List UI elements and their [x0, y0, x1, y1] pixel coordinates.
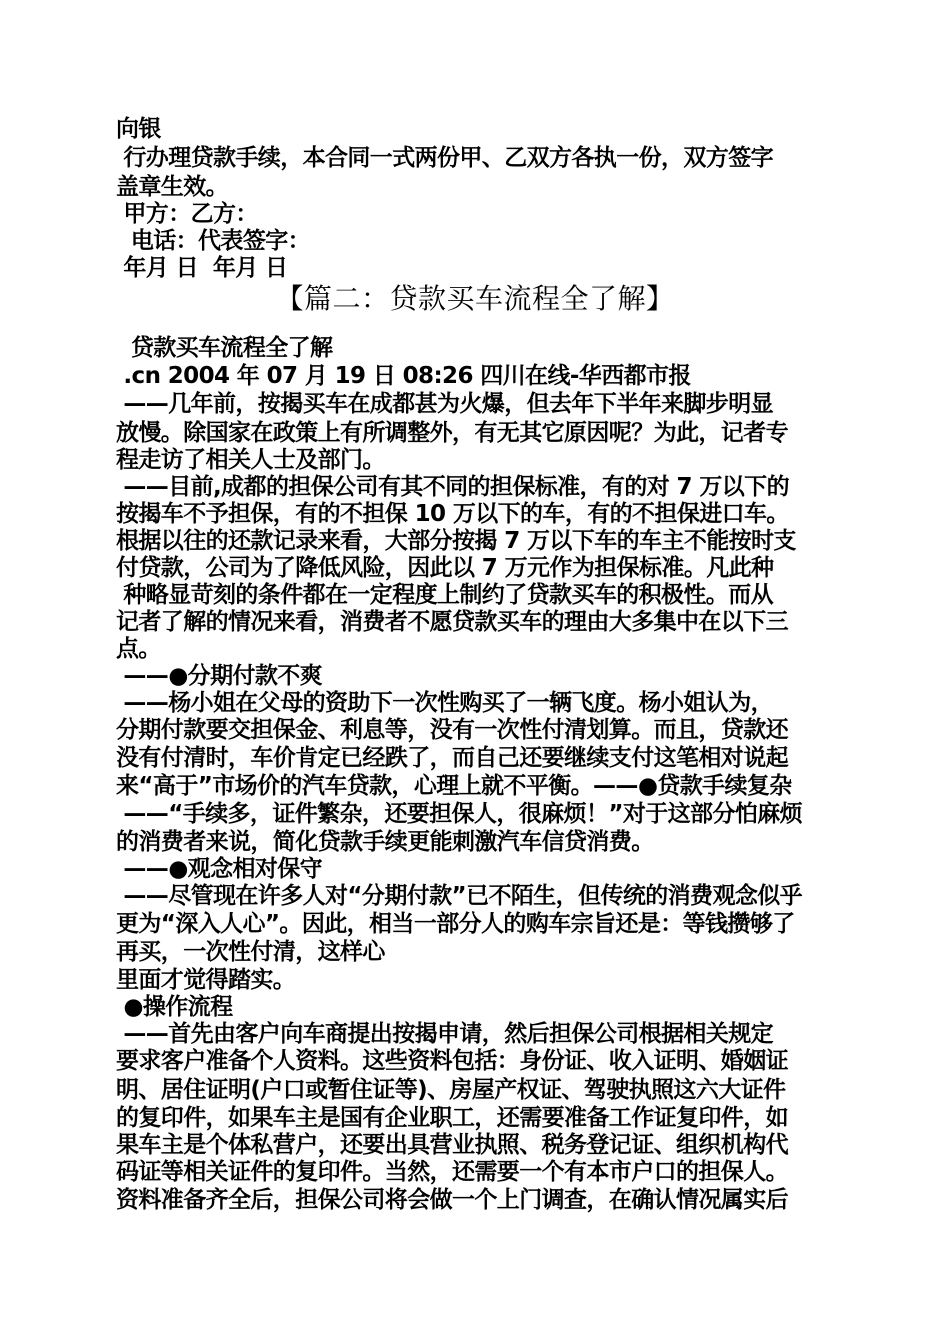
text-line: 贷款买车流程全了解: [116, 335, 333, 361]
text-line: 里面才觉得踏实。: [116, 967, 296, 993]
section-title: 【篇二：贷款买车流程全了解】: [275, 282, 675, 315]
text-line: 果车主是个体私营户，还要出具营业执照、税务登记证、组织机构代: [116, 1132, 789, 1158]
text-line: ——杨小姐在父母的资助下一次性购买了一辆飞度。杨小姐认为，: [116, 690, 774, 716]
text-line: 要求客户准备个人资料。这些资料包括：身份证、收入证明、婚姻证: [116, 1048, 789, 1074]
text-line: 分期付款要交担保金、利息等，没有一次性付清划算。而且，贷款还: [116, 717, 789, 743]
text-line: 程走访了相关人士及部门。: [116, 447, 385, 473]
text-line: ●操作流程: [116, 994, 233, 1020]
text-line: 没有付清时，车价肯定已经跌了，而自己还要继续支付这笔相对说起: [116, 745, 789, 771]
text-line: ——几年前，按揭买车在成都甚为火爆，但去年下半年来脚步明显: [116, 391, 774, 417]
text-line: 更为“深入人心”。因此，相当一部分人的购车宗旨还是：等钱攒够了: [116, 911, 795, 937]
text-line: 码证等相关证件的复印件。当然，还需要一个有本市户口的担保人。: [116, 1159, 789, 1185]
text-line: ——首先由客户向车商提出按揭申请，然后担保公司根据相关规定: [116, 1021, 774, 1047]
text-line: 放慢。除国家在政策上有所调整外，有无其它原因呢？为此，记者专: [116, 420, 789, 446]
text-line: 付贷款，公司为了降低风险，因此以 7 万元作为担保标准。凡此种: [116, 555, 774, 581]
text-line: 向银: [116, 116, 161, 142]
text-line: 明、居住证明(户口或暂住证等)、房屋产权证、驾驶执照这六大证件: [116, 1077, 786, 1103]
text-line: 来“高于”市场价的汽车贷款，心理上就不平衡。——●贷款手续复杂: [116, 773, 792, 799]
text-line: .cn 2004 年 07 月 19 日 08:26 四川在线-华西都市报: [116, 363, 691, 389]
text-line: 甲方：乙方：: [116, 201, 258, 227]
text-line: ——目前,成都的担保公司有其不同的担保标准，有的对 7 万以下的: [116, 474, 789, 500]
text-line: 盖章生效。: [116, 174, 229, 200]
text-line: 再买，一次性付清，这样心: [116, 939, 385, 965]
text-line: 按揭车不予担保，有的不担保 10 万以下的车，有的不担保进口车。: [116, 501, 789, 527]
text-line: 的复印件，如果车主是国有企业职工，还需要准备工作证复印件，如: [116, 1105, 789, 1131]
text-line: 行办理贷款手续，本合同一式两份甲、乙双方各执一份，双方签字: [116, 145, 774, 171]
text-line: 资料准备齐全后，担保公司将会做一个上门调查，在确认情况属实后: [116, 1187, 789, 1213]
text-line: ——●分期付款不爽: [116, 663, 323, 689]
text-line: 种略显苛刻的条件都在一定程度上制约了贷款买车的积极性。而从: [116, 582, 774, 608]
text-line: 电话：代表签字：: [116, 228, 311, 254]
text-line: 点。: [116, 636, 161, 662]
text-line: 年月 日 年月 日: [116, 255, 288, 281]
text-line: 根据以往的还款记录来看，大部分按揭 7 万以下车的车主不能按时支: [116, 528, 796, 554]
text-line: ——“手续多，证件繁杂，还要担保人，很麻烦！”对于这部分怕麻烦: [116, 801, 803, 827]
text-line: 记者了解的情况来看，消费者不愿贷款买车的理由大多集中在以下三: [116, 609, 789, 635]
text-line: ——尽管现在许多人对“分期付款”已不陌生，但传统的消费观念似乎: [116, 883, 803, 909]
text-line: ——●观念相对保守: [116, 856, 323, 882]
text-line: 的消费者来说，简化贷款手续更能刺激汽车信贷消费。: [116, 829, 654, 855]
